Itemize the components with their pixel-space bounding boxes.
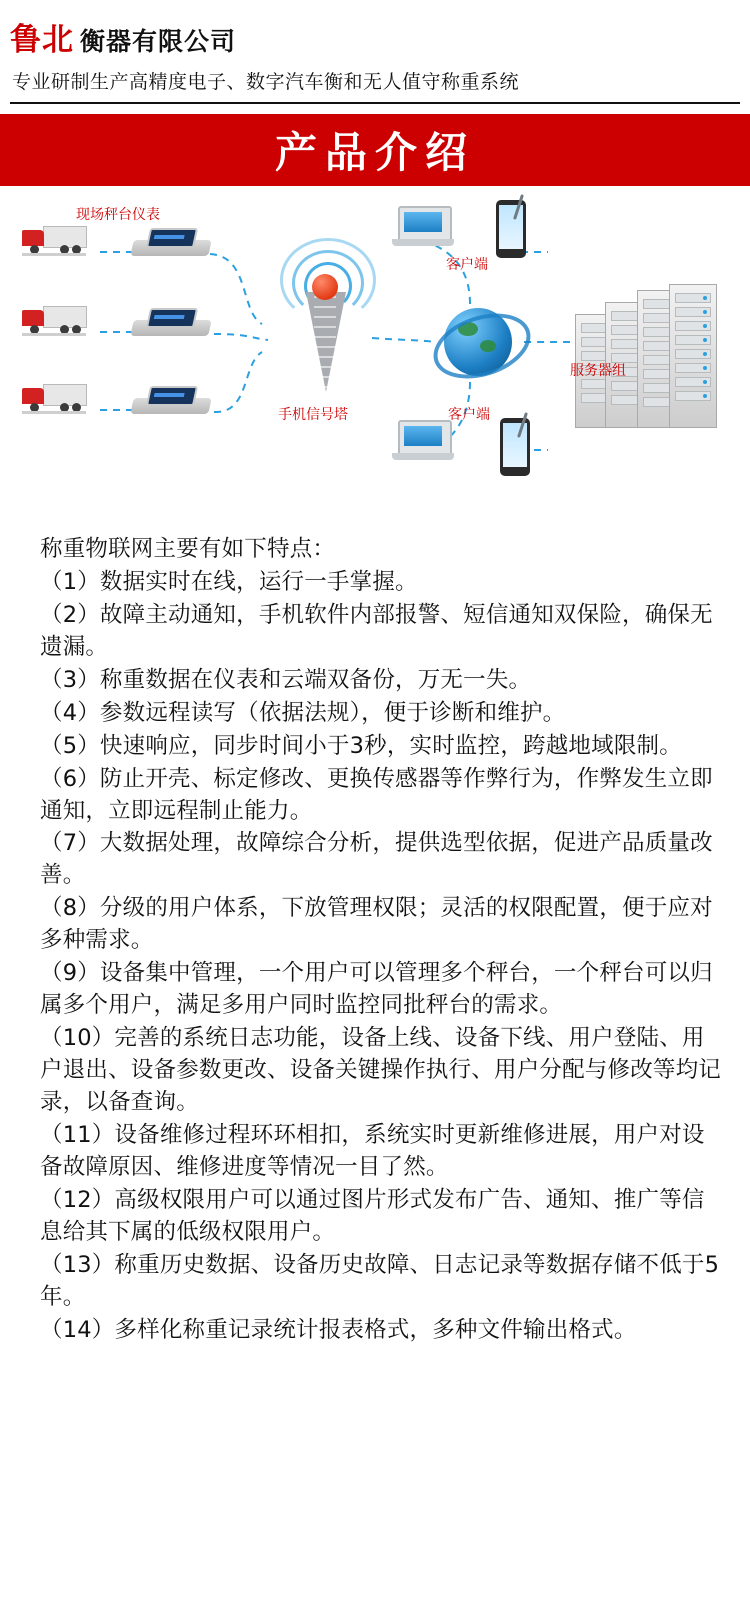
client-phone-bottom bbox=[500, 418, 530, 476]
client-phone-top bbox=[496, 200, 526, 258]
feature-item: （10）完善的系统日志功能，设备上线、设备下线、用户登陆、用户退出、设备参数更改、设备关键操作执行、用户分配与修改等均记录，以备查询。 bbox=[40, 1025, 722, 1115]
feature-item: （1）数据实时在线，运行一手掌握。 bbox=[40, 568, 418, 595]
feature-item: （5）快速响应，同步时间小于3秒，实时监控，跨越地域限制。 bbox=[40, 732, 682, 759]
iot-architecture-diagram bbox=[0, 192, 750, 522]
client-laptop-bottom bbox=[392, 420, 454, 466]
label-client-bottom: 客户端 bbox=[448, 407, 490, 423]
banner-title: 产品介绍 bbox=[274, 128, 475, 177]
truck-icon-3 bbox=[22, 384, 86, 418]
feature-item: （3）称重数据在仪表和云端双备份，万无一失。 bbox=[40, 666, 532, 693]
feature-item: （11）设备维修过程环环相扣，系统实时更新维修进展，用户对设备故障原因、维修进度等情况一目了然。 bbox=[40, 1121, 705, 1180]
feature-item: （4）参数远程读写（依据法规），便于诊断和维护。 bbox=[40, 699, 566, 726]
feature-item: （2）故障主动通知，手机软件内部报警、短信通知双保险，确保无遗漏。 bbox=[40, 601, 713, 660]
weighbridge-terminal-2 bbox=[132, 306, 210, 346]
section-banner bbox=[0, 114, 750, 186]
feature-item: （12）高级权限用户可以通过图片形式发布广告、通知、推广等信息给其下属的低级权限用户。 bbox=[40, 1186, 705, 1245]
feature-list bbox=[0, 534, 750, 1346]
brand-name-black: 衡器有限公司 bbox=[80, 27, 237, 56]
feature-item: （6）防止开壳、标定修改、更换传感器等作弊行为，作弊发生立即通知，立即远程制止能力。 bbox=[40, 765, 713, 824]
label-scale-terminal: 现场秤台仪表 bbox=[76, 207, 160, 223]
signal-tower-icon bbox=[270, 244, 380, 409]
feature-intro: 称重物联网主要有如下特点： bbox=[40, 536, 336, 562]
label-client-top: 客户端 bbox=[446, 257, 488, 273]
weighbridge-terminal-3 bbox=[132, 384, 210, 424]
internet-globe-icon bbox=[432, 296, 524, 388]
feature-item: （14）多样化称重记录统计报表格式，多种文件输出格式。 bbox=[40, 1316, 637, 1343]
feature-item: （8）分级的用户体系，下放管理权限；灵活的权限配置，便于应对多种需求。 bbox=[40, 895, 713, 954]
brand-header bbox=[0, 0, 750, 59]
client-laptop-top bbox=[392, 206, 454, 252]
company-tagline: 专业研制生产高精度电子、数字汽车衡和无人值守称重系统 bbox=[12, 71, 520, 93]
weighbridge-terminal-1 bbox=[132, 226, 210, 266]
feature-item: （9）设备集中管理，一个用户可以管理多个秤台，一个秤台可以归属多个用户，满足多用户同时监控同批秤台的需求。 bbox=[40, 960, 713, 1019]
label-signal-tower: 手机信号塔 bbox=[278, 407, 348, 423]
truck-icon-2 bbox=[22, 306, 86, 340]
brand-name-red: 鲁北 bbox=[10, 22, 74, 58]
feature-item: （13）称重历史数据、设备历史故障、日志记录等数据存储不低于5年。 bbox=[40, 1251, 720, 1310]
header-divider bbox=[10, 102, 740, 104]
truck-icon-1 bbox=[22, 226, 86, 260]
feature-item: （7）大数据处理，故障综合分析，提供选型依据，促进产品质量改善。 bbox=[40, 830, 713, 889]
label-server-group: 服务器组 bbox=[570, 363, 626, 379]
